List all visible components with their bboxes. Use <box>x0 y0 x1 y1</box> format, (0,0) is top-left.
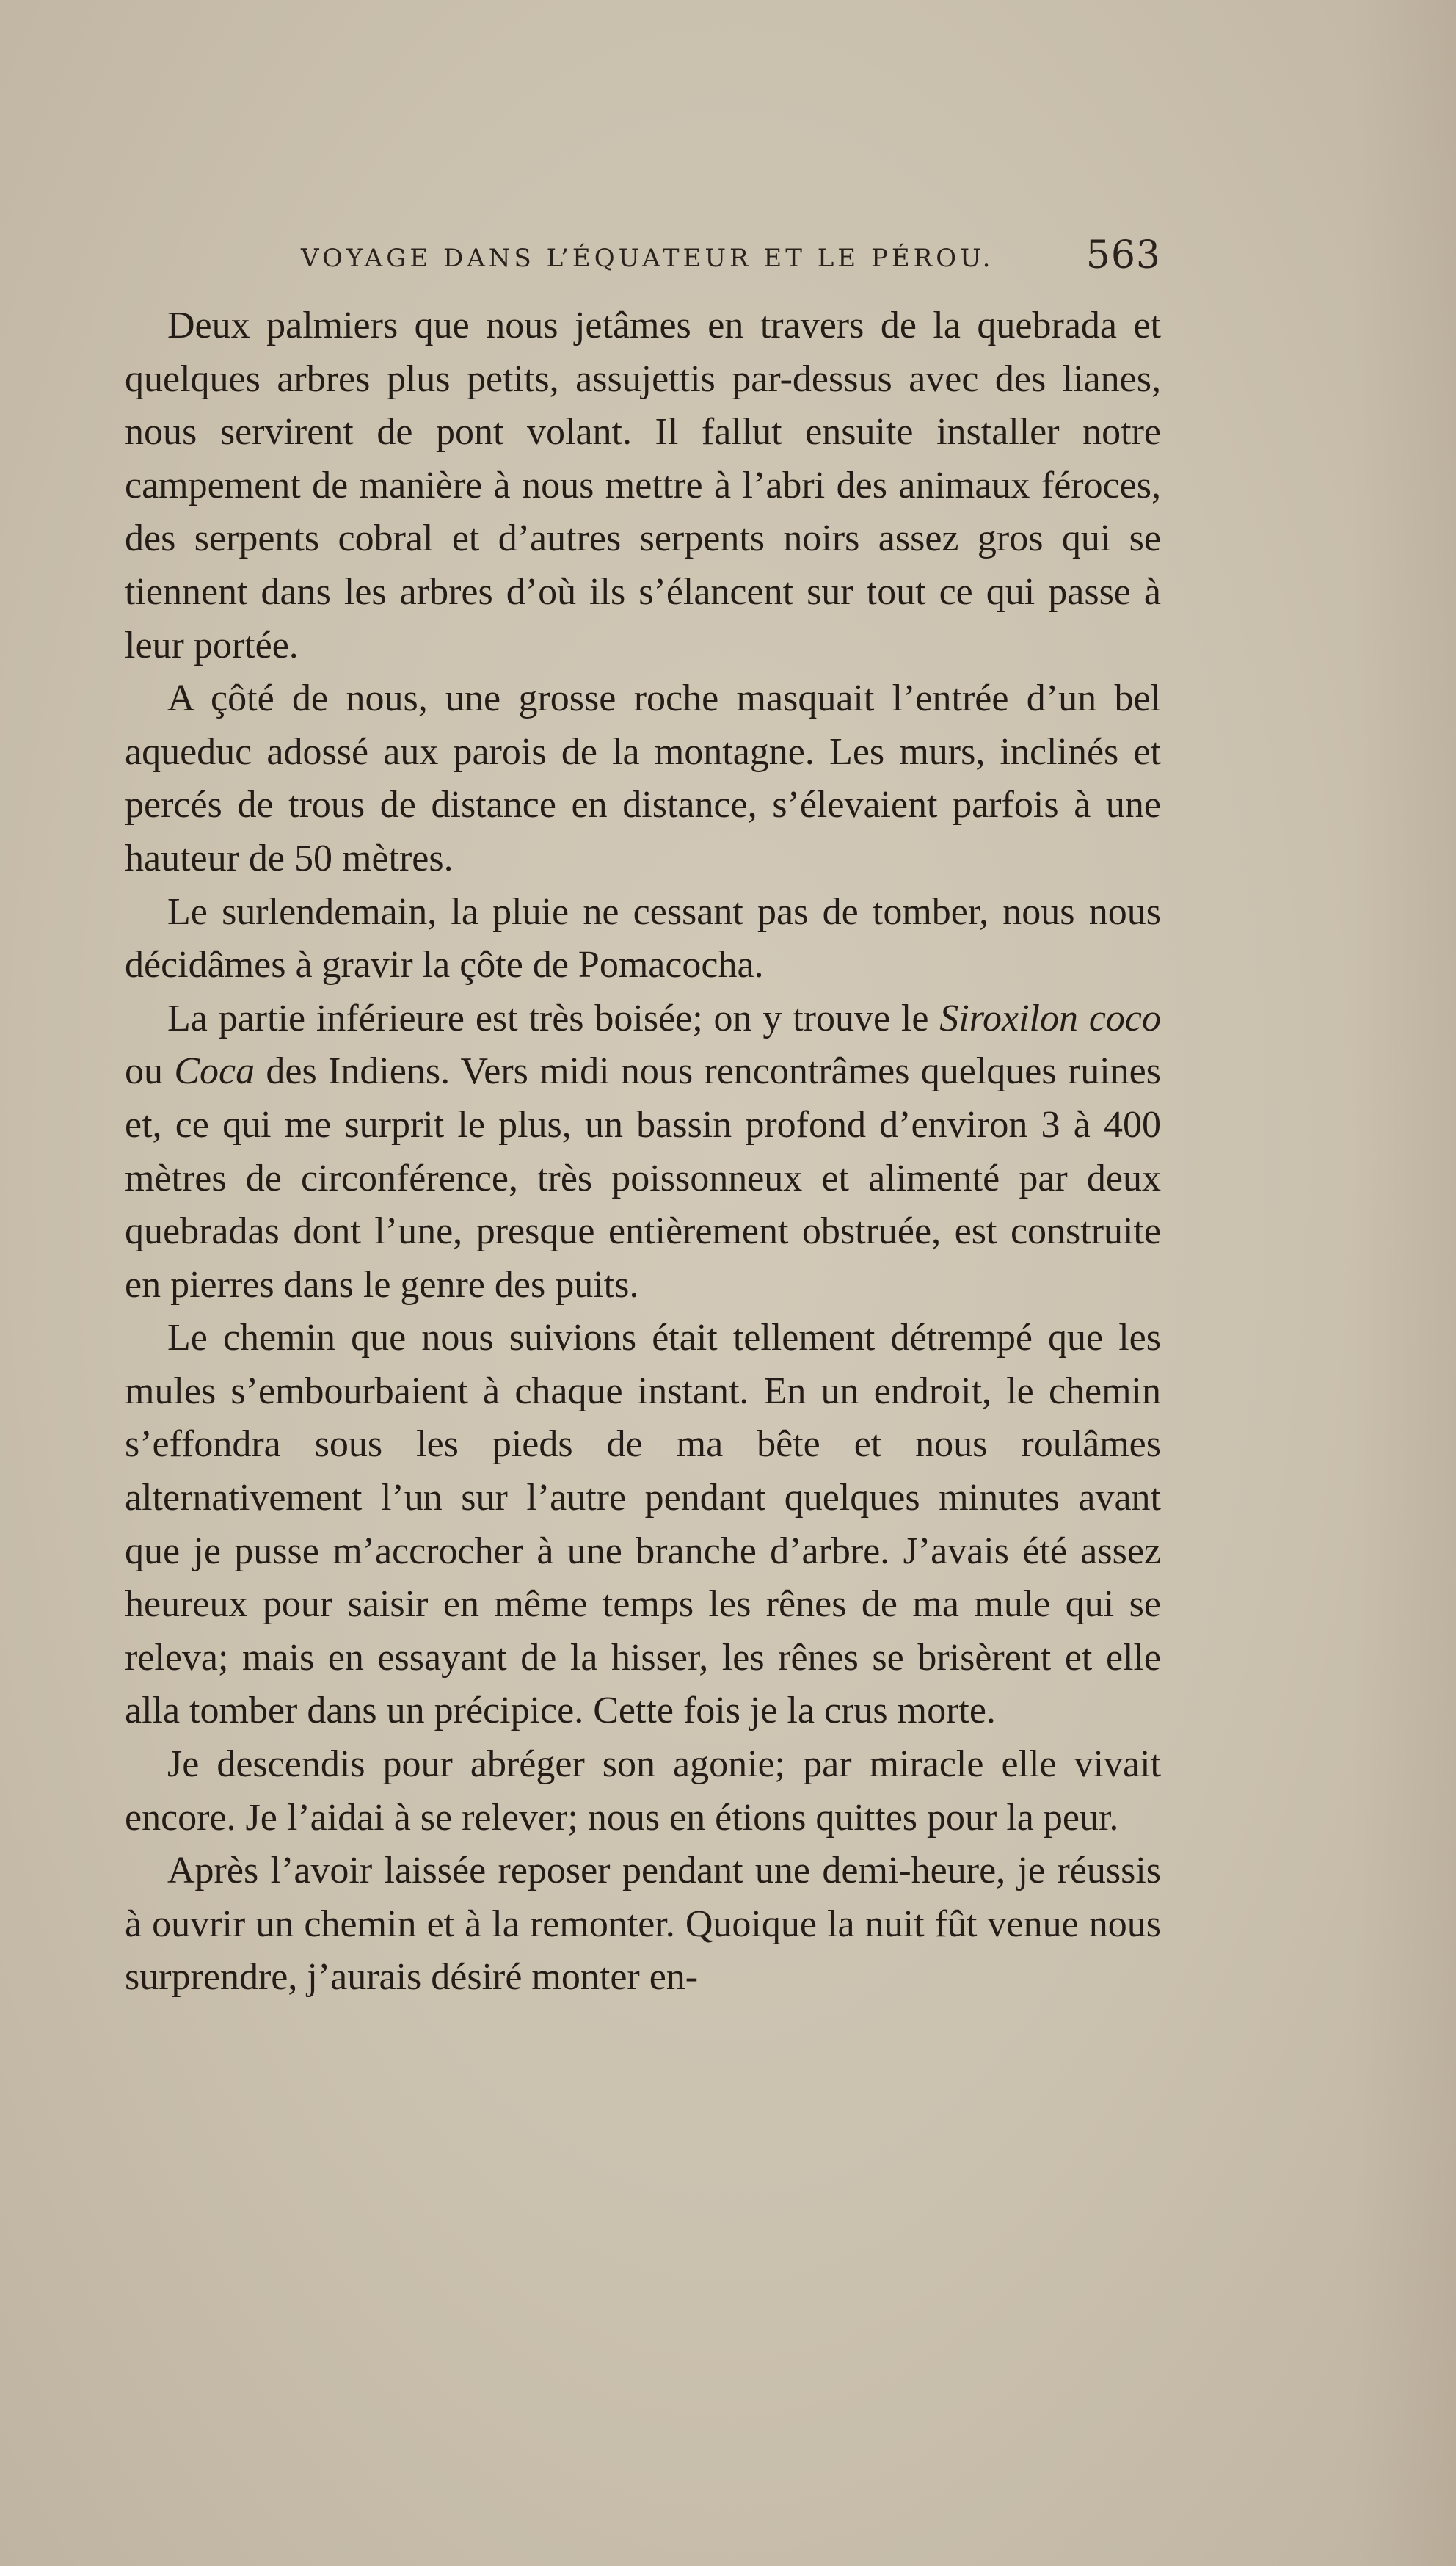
paragraph-4-text-start: La partie inférieure est très boisée; on y trouve le <box>167 997 940 1039</box>
paragraph-4-text-end: des Indiens. Vers midi nous rencontrâmes quelques ruines et, ce qui me surprit le plus, un bassin profond d’environ 3 à 400 mètres de circonférence, très poissonneux et alimenté par deux quebradas dont l’une, presque entièrement obstruée, est construite en pierres dans le genre des puits. <box>125 1050 1162 1306</box>
paragraph-4-text-or: ou <box>125 1050 175 1093</box>
paragraph-3: Le surlendemain, la pluie ne cessant pas de tomber, nous nous décidâmes à gravir la çôte de Pomacocha. <box>125 890 1161 986</box>
paragraph-2: A çôté de nous, une grosse roche masquait l’entrée d’un bel aqueduc adossé aux parois de la montagne. Les murs, inclinés et percés de trous de distance en distance, s’élevaient parfois à une hauteur de 50 mètres. <box>125 677 1161 879</box>
running-title: VOYAGE DANS L’ÉQUATEUR ET LE PÉROU. <box>301 244 994 273</box>
paragraph-6: Je descendis pour abréger son agonie; par miracle elle vivait encore. Je l’aidai à se relever; nous en étions quittes pour la peur. <box>125 1743 1161 1839</box>
page-edge-shading <box>1353 0 1456 2566</box>
body-text <box>125 299 1161 2005</box>
species-name-italic: Siroxilon coco <box>939 997 1161 1039</box>
paragraph-1: Deux palmiers que nous jetâmes en travers de la quebrada et quelques arbres plus petits, assujettis par-dessus avec des lianes, nous servirent de pont volant. Il fallut ensuite installer notre campement de manière à nous mettre à l’abri des animaux féroces, des serpents cobral et d’autres serpents noirs assez gros qui se tiennent dans les arbres d’où ils s’élancent sur tout ce qui passe à leur portée. <box>125 305 1161 666</box>
paragraph-5: Le chemin que nous suivions était tellement détrempé que les mules s’embourbaient à chaque instant. En un endroit, le chemin s’effondra sous les pieds de ma bête et nous roulâmes alternativement l’un sur l’autre pendant quelques minutes avant que je pusse m’accrocher à une branche d’arbre. J’avais été assez heureux pour saisir en même temps les rênes de ma mule qui se releva; mais en essayant de la hisser, les rênes se brisèrent et elle alla tomber dans un précipice. Cette fois je la crus morte. <box>125 1317 1161 1732</box>
page-header <box>125 233 1161 285</box>
paragraph-4 <box>125 992 1161 1312</box>
paragraph-7: Après l’avoir laissée reposer pendant une demi-heure, je réussis à ouvrir un chemin et à la remonter. Quoique la nuit fût venue nous surprendre, j’aurais désiré monter en- <box>125 1850 1161 1999</box>
coca-italic: Coca <box>174 1050 255 1093</box>
page-number: 563 <box>1085 233 1161 277</box>
